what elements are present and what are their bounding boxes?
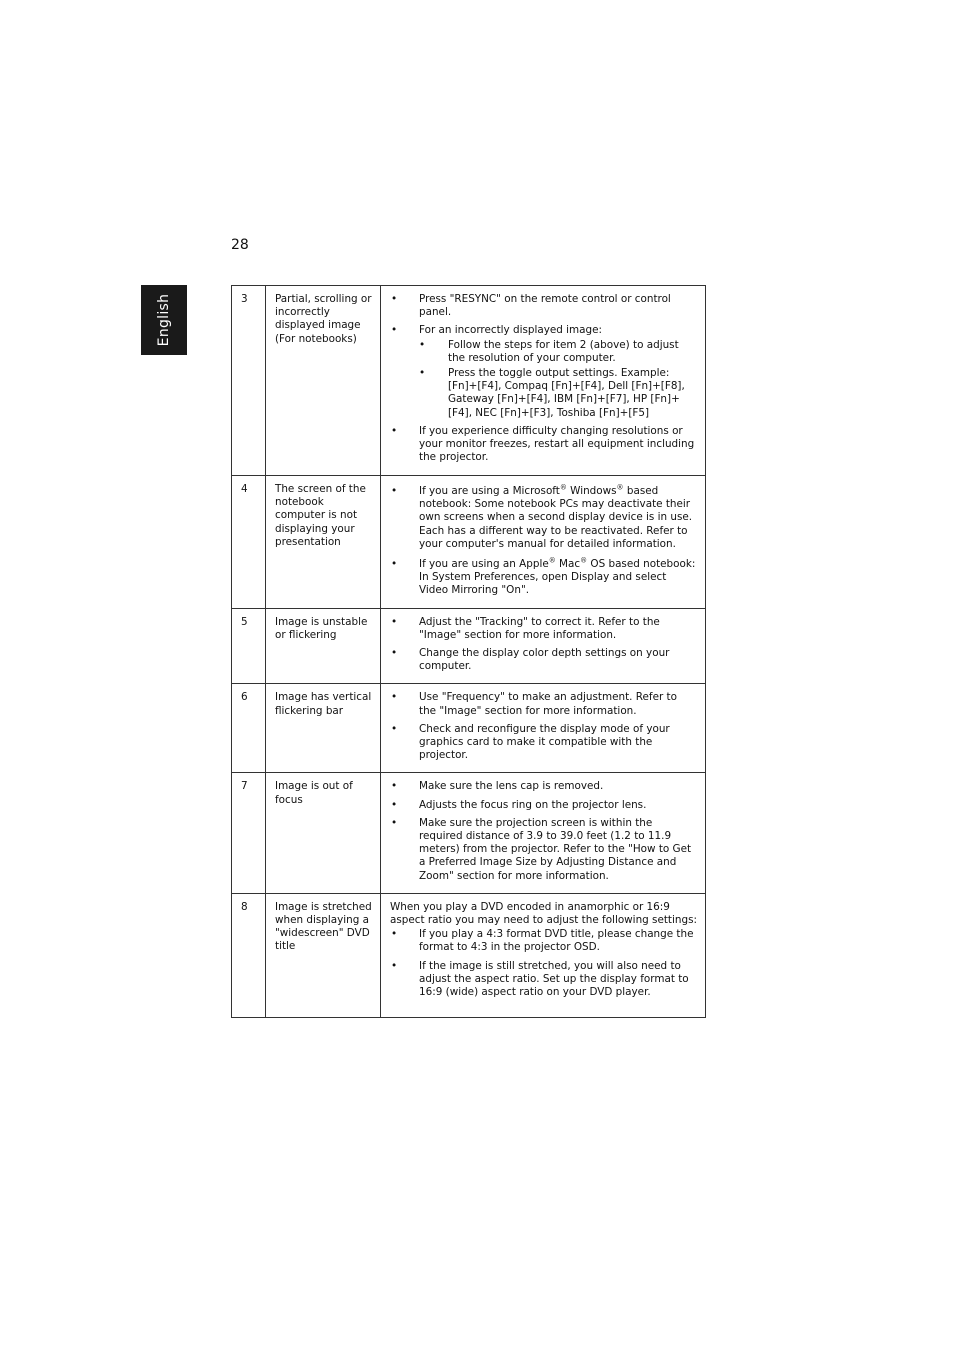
problem-cell: Image is unstable or flickering (266, 608, 381, 684)
list-item: • Change the display color depth settings on your computer. (390, 647, 697, 673)
problem-cell: Image is out of focus (266, 773, 381, 893)
solution-list (390, 780, 697, 882)
solution-cell (381, 286, 706, 476)
solution-list (390, 616, 697, 674)
list-item: • Make sure the lens cap is removed. (390, 780, 697, 793)
list-item: • Make sure the projection screen is within the required distance of 3.9 to 39.0 feet (1.2 to 11.9 meters) from the projector. Refer to the "How to Get a Preferred Image Size by Adjusting Distance and Zoom" section for more information. (390, 817, 697, 883)
list-item: • If you experience difficulty changing resolutions or your monitor freezes, restart all equipment including the projector. (390, 425, 697, 465)
row-number: 6 (232, 684, 266, 773)
row-number: 3 (232, 286, 266, 476)
text-part: based notebook: Some notebook PCs may deactivate their own screens when a second display device is in use. Each has a different way to be reactivated. Refer to your computer's manual for detailed information. (419, 485, 693, 550)
registered-mark: ® (548, 556, 556, 565)
list-item: • If you play a 4:3 format DVD title, please change the format to 4:3 in the projector OSD. (390, 928, 697, 954)
text-part: If you are using a Microsoft (419, 485, 560, 497)
text-part: Windows (566, 485, 617, 497)
row-number: 5 (232, 608, 266, 684)
list-item (390, 558, 697, 598)
list-item: • If the image is still stretched, you will also need to adjust the aspect ratio. Set up the display format to 16:9 (wide) aspect ratio on your DVD player. (390, 960, 697, 1000)
table-row (232, 476, 706, 609)
row-number: 4 (232, 476, 266, 609)
text-part: If you are using an Apple (419, 558, 549, 571)
solution-cell (381, 893, 706, 1017)
table-row (232, 286, 706, 476)
registered-mark: ® (580, 556, 588, 565)
solution-cell (381, 608, 706, 684)
problem-cell: Image is stretched when displaying a "widescreen" DVD title (266, 893, 381, 1017)
text-part: Mac (555, 558, 581, 571)
table-row (232, 773, 706, 893)
row-number: 8 (232, 893, 266, 1017)
problem-cell: Image has vertical flickering bar (266, 684, 381, 773)
solution-list (390, 293, 697, 464)
solution-cell (381, 476, 706, 609)
language-tab (141, 285, 187, 355)
registered-mark: ® (559, 483, 567, 492)
list-item: • Use "Frequency" to make an adjustment. Refer to the "Image" section for more information. (390, 691, 697, 717)
problem-cell: Partial, scrolling or incorrectly displayed image (For notebooks) (266, 286, 381, 476)
list-item: • Check and reconfigure the display mode of your graphics card to make it compatible with the projector. (390, 723, 697, 763)
list-item: • Press "RESYNC" on the remote control or control panel. (390, 293, 697, 319)
table-row (232, 893, 706, 1017)
troubleshooting-table (231, 285, 706, 1018)
text-part: OS based notebook: In System Preferences, open Display and select Video Mirroring "On". (419, 558, 696, 597)
solution-cell (381, 773, 706, 893)
list-item: • Adjust the "Tracking" to correct it. Refer to the "Image" section for more information. (390, 616, 697, 642)
solution-intro: When you play a DVD encoded in anamorphic or 16:9 aspect ratio you may need to adjust the following settings: (390, 900, 697, 927)
table-row (232, 684, 706, 773)
solution-list (390, 691, 697, 762)
list-item-text: For an incorrectly displayed image: (419, 324, 603, 337)
page-number: 28 (231, 237, 249, 253)
solution-list (390, 485, 697, 598)
sub-list (419, 339, 697, 420)
list-item: • Adjusts the focus ring on the projector lens. (390, 799, 697, 812)
registered-mark: ® (616, 483, 624, 492)
language-tab-label: English (156, 293, 172, 347)
list-item (390, 324, 697, 419)
list-item (390, 485, 697, 551)
row-number: 7 (232, 773, 266, 893)
solution-cell (381, 684, 706, 773)
sub-list-item: • Follow the steps for item 2 (above) to adjust the resolution of your computer. (419, 339, 697, 365)
table-row (232, 608, 706, 684)
problem-cell: The screen of the notebook computer is not displaying your presentation (266, 476, 381, 609)
sub-list-item: • Press the toggle output settings. Example: [Fn]+[F4], Compaq [Fn]+[F4], Dell [Fn]+[F8], Gateway [Fn]+[F4], IBM [Fn]+[F7], HP [Fn]+[F4], NEC [Fn]+[F3], Toshiba [Fn]+[F5] (419, 367, 697, 420)
solution-list (390, 928, 697, 999)
